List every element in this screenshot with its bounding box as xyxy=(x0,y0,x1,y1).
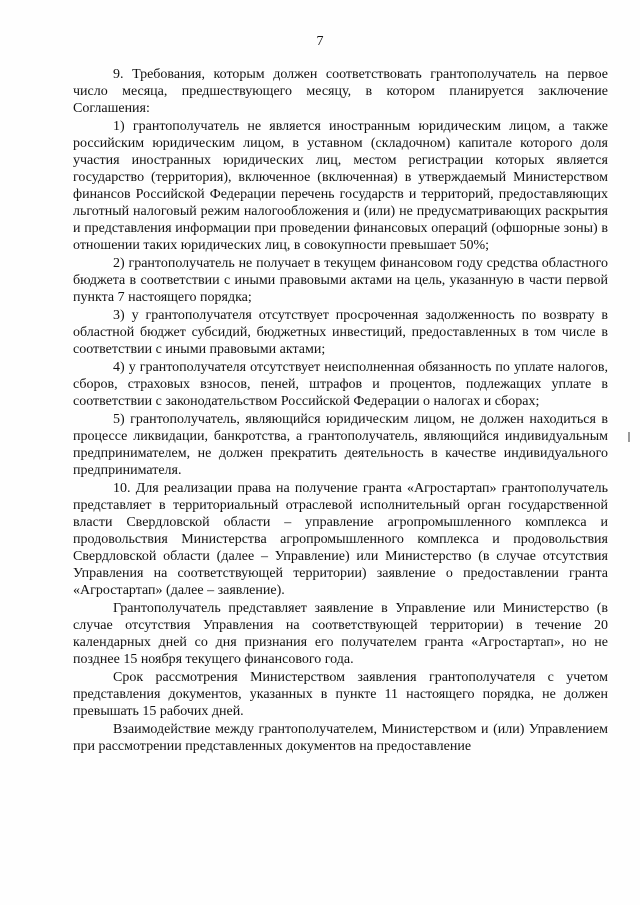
paragraph-9-item-1: 1) грантополучатель не является иностранным юридическим лицом, а также российским юридическим лицом, в уставном (складочном) капитале которого доля участия иностранных юридических лиц, местом регистрации которых является государство (территория), включенное (включенная) в утверждаемый Министерством финансов Российской Федерации перечень государств и территорий, предоставляющих льготный налоговый режим налогообложения и (или) не предусматривающих раскрытия и представления информации при проведении финансовых операций (офшорные зоны) в отношении таких юридических лиц, в совокупности превышает 50%; xyxy=(73,119,608,253)
paragraph-9-requirements: 9. Требования, которым должен соответствовать грантополучатель на первое число месяца, предшествующего месяцу, в котором планируется заключение Соглашения: xyxy=(73,67,608,116)
paragraph-10-interaction: Взаимодействие между грантополучателем, Министерством и (или) Управлением при рассмотрении представленных документов на предоставление xyxy=(73,722,608,754)
paragraph-9-item-2: 2) грантополучатель не получает в текущем финансовом году средства областного бюджета в соответствии с иными правовыми актами на цель, указанную в части первой пункта 7 настоящего порядка; xyxy=(73,256,608,305)
paragraph-9-item-5: 5) грантополучатель, являющийся юридическим лицом, не должен находиться в процессе ликвидации, банкротства, а грантополучатель, являющийся индивидуальным предпринимателем, не должен прекратить деятельность в качестве индивидуального предпринимателя. xyxy=(73,412,608,478)
paragraph-9-item-3: 3) у грантополучателя отсутствует просроченная задолженность по возврату в областной бюджет субсидий, бюджетных инвестиций, предоставленных в том числе в соответствии с иными правовыми актами; xyxy=(73,308,608,357)
paragraph-10: 10. Для реализации права на получение гранта «Агростартап» грантополучатель представляет в территориальный отраслевой исполнительный орган государственной власти Свердловской области – управление агропромышленного комплекса и продовольствия Министерства агропромышленного комплекса и продовольствия Свердловской области (далее – Управление) или Министерство (в случае отсутствия Управления на соответствующей территории) заявление о предоставлении гранта «Агростартап» (далее – заявление). xyxy=(73,481,608,598)
paragraph-10-review-term: Срок рассмотрения Министерством заявления грантополучателя с учетом представления документов, указанных в пункте 11 настоящего порядка, не должен превышать 15 рабочих дней. xyxy=(73,670,608,719)
document-body xyxy=(73,66,608,756)
paragraph-10-submission: Грантополучатель представляет заявление в Управление или Министерство (в случае отсутствия Управления на соответствующей территории) в течение 20 календарных дней со дня признания его получателем гранта «Агростартап», но не позднее 15 ноября текущего финансового года. xyxy=(73,601,608,667)
paragraph-9-item-4: 4) у грантополучателя отсутствует неисполненная обязанность по уплате налогов, сборов, страховых взносов, пеней, штрафов и процентов, подлежащих уплате в соответствии с законодательством Российской Федерации о налогах и сборах; xyxy=(73,360,608,409)
page-number: 7 xyxy=(316,34,324,49)
scan-edge-mark xyxy=(628,432,630,442)
